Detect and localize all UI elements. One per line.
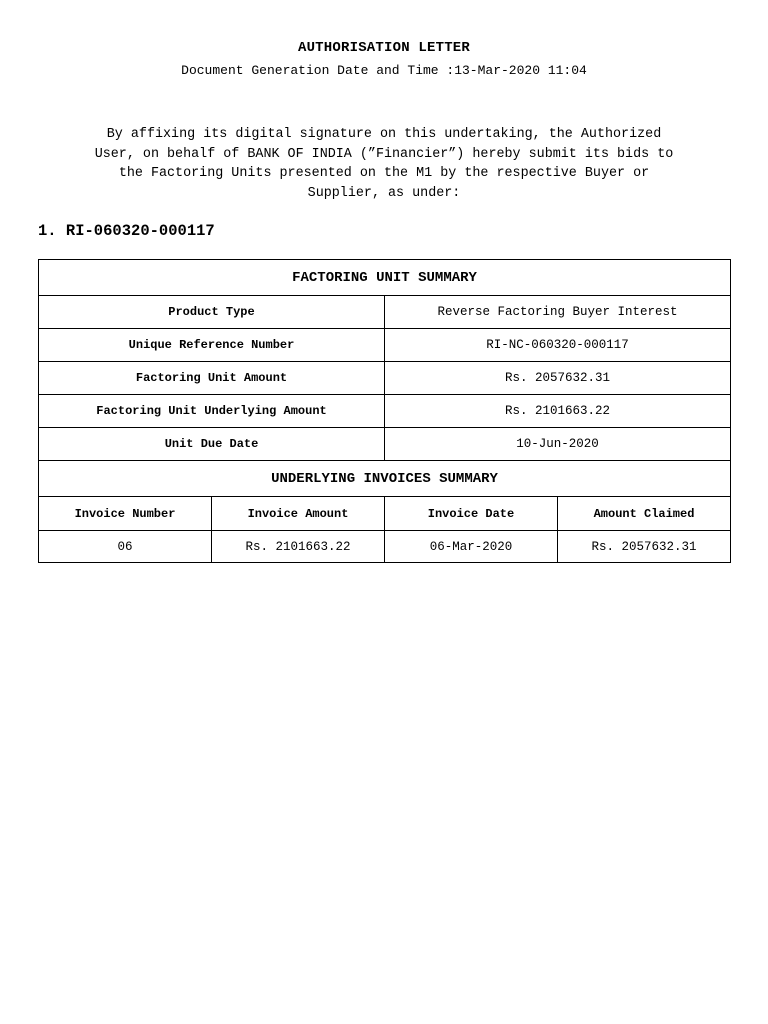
invoice-number-cell: 06 (39, 531, 212, 563)
intro-line: Supplier, as under: (307, 185, 461, 201)
invoices-column-header-row (39, 497, 731, 531)
factoring-unit-summary-header-row (39, 260, 731, 296)
invoice-date-cell: 06-Mar-2020 (385, 531, 558, 563)
reference-number-label: Unique Reference Number (39, 329, 385, 362)
unit-amount-label: Factoring Unit Amount (39, 362, 385, 395)
product-type-value: Reverse Factoring Buyer Interest (385, 296, 731, 329)
table-row (39, 531, 731, 563)
due-date-label: Unit Due Date (39, 428, 385, 461)
product-type-label: Product Type (39, 296, 385, 329)
invoice-amount-cell: Rs. 2101663.22 (212, 531, 385, 563)
underlying-amount-value: Rs. 2101663.22 (385, 395, 731, 428)
factoring-unit-heading: 1. RI-060320-000117 (38, 222, 215, 240)
document-title: AUTHORISATION LETTER (297, 40, 471, 56)
generation-date-line: Document Generation Date and Time :13-Mar-2020 11:04 (181, 63, 587, 78)
column-header-invoice-amount: Invoice Amount (212, 497, 385, 531)
reference-number-value: RI-NC-060320-000117 (385, 329, 731, 362)
invoices-summary-header-row (39, 461, 731, 497)
underlying-amount-label: Factoring Unit Underlying Amount (39, 395, 385, 428)
amount-claimed-cell: Rs. 2057632.31 (558, 531, 731, 563)
summary-row-due-date (39, 428, 731, 461)
intro-line: the Factoring Units presented on the M1 by the respective Buyer or (118, 166, 650, 181)
column-header-invoice-date: Invoice Date (385, 497, 558, 531)
intro-line: By affixing its digital signature on this undertaking, the Authorized (106, 127, 662, 142)
invoices-summary-heading: UNDERLYING INVOICES SUMMARY (39, 461, 731, 497)
summary-row-unit-amount (39, 362, 731, 395)
summary-row-underlying-amount (39, 395, 731, 428)
factoring-unit-table (38, 259, 731, 563)
column-header-invoice-number: Invoice Number (39, 497, 212, 531)
intro-paragraph (38, 125, 730, 203)
summary-row-reference-number (39, 329, 731, 362)
factoring-unit-summary-heading: FACTORING UNIT SUMMARY (39, 260, 731, 296)
due-date-value: 10-Jun-2020 (385, 428, 731, 461)
intro-line: User, on behalf of BANK OF INDIA (”Financier”) hereby submit its bids to (94, 146, 674, 162)
column-header-amount-claimed: Amount Claimed (558, 497, 731, 531)
unit-amount-value: Rs. 2057632.31 (385, 362, 731, 395)
summary-row-product-type (39, 296, 731, 329)
